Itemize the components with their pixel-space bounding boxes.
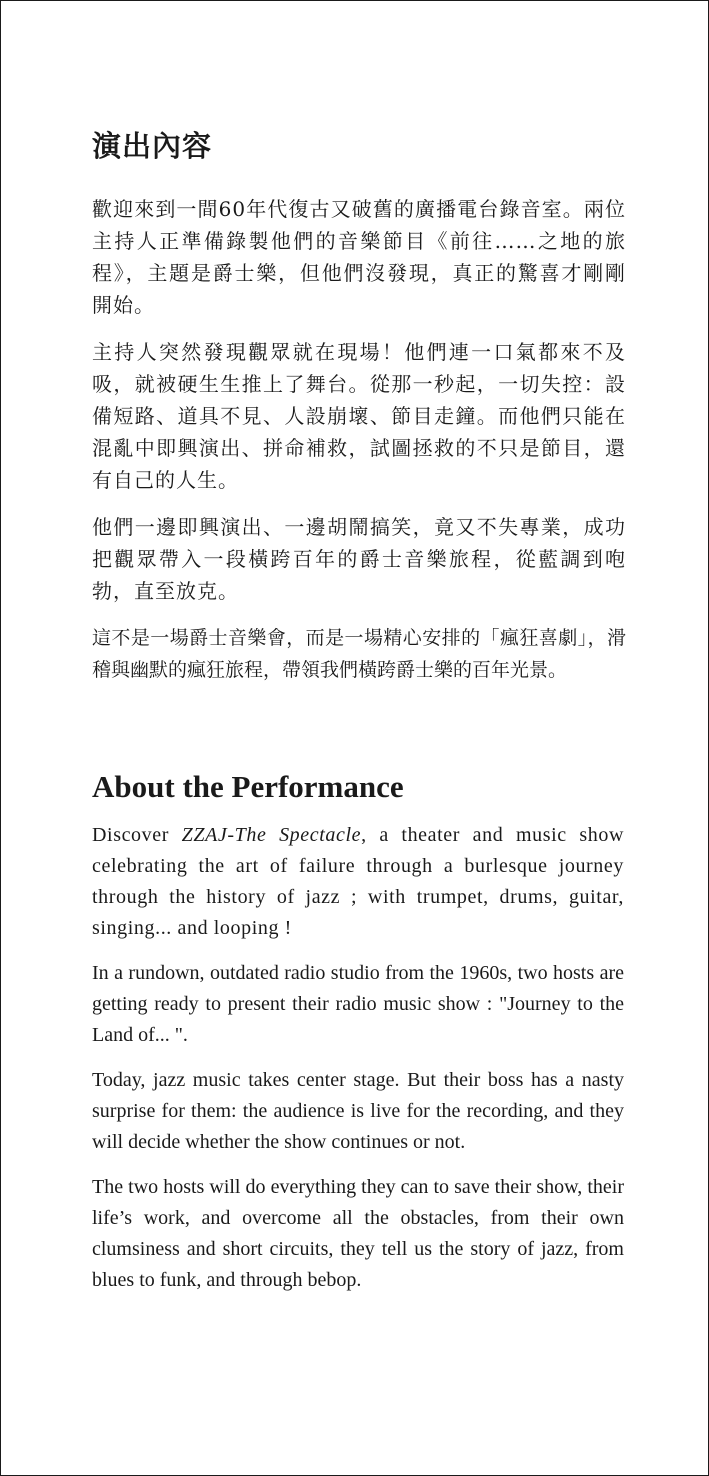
paragraph-1-intro: Discover [92, 824, 182, 846]
english-section [92, 764, 624, 1310]
english-paragraph-4: The two hosts will do everything they can to save their show, their life’s work, and overcome all the obstacles, from their own clumsiness and short circuits, they tell us the story of jazz, from blues to funk, and through bebop. [92, 1176, 624, 1291]
english-paragraph-2: In a rundown, outdated radio studio from the 1960s, two hosts are getting ready to present their radio music show : "Journey to the Land of... ". [92, 962, 624, 1046]
chinese-paragraph-4: 這不是一場爵士音樂會，而是一場精心安排的「瘋狂喜劇」，滑稽與幽默的瘋狂旅程，帶領我們橫跨爵士樂的百年光景。 [92, 627, 626, 681]
show-title: ZZAJ-The Spectacle [181, 824, 362, 846]
english-section-heading: About the Performance [92, 769, 404, 804]
chinese-section-heading: 演出內容 [92, 129, 213, 163]
chinese-section [92, 123, 626, 701]
paragraph-1-rest: , a theater and music show celebrating the art of failure through a burlesque journey through the history of jazz ; with trumpet, drums, guitar, singing... and looping ! [92, 824, 624, 939]
chinese-paragraph-1: 歡迎來到一間60年代復古又破舊的廣播電台錄音室。兩位主持人正準備錄製他們的音樂節目《前往……之地的旅程》，主題是爵士樂，但他們沒發現，真正的驚喜才剛剛開始。 [92, 197, 626, 317]
english-paragraph-1 [92, 820, 624, 944]
english-paragraph-3: Today, jazz music takes center stage. But their boss has a nasty surprise for them: the audience is live for the recording, and they will decide whether the show continues or not. [92, 1069, 624, 1153]
chinese-paragraph-3: 他們一邊即興演出、一邊胡鬧搞笑，竟又不失專業，成功把觀眾帶入一段橫跨百年的爵士音樂旅程，從藍調到咆勃，直至放克。 [92, 515, 626, 603]
chinese-paragraph-2: 主持人突然發現觀眾就在現場！他們連一口氣都來不及吸，就被硬生生推上了舞台。從那一秒起，一切失控：設備短路、道具不見、人設崩壞、節目走鐘。而他們只能在混亂中即興演出、拼命補救，試圖拯救的不只是節目，還有自己的人生。 [92, 340, 626, 492]
